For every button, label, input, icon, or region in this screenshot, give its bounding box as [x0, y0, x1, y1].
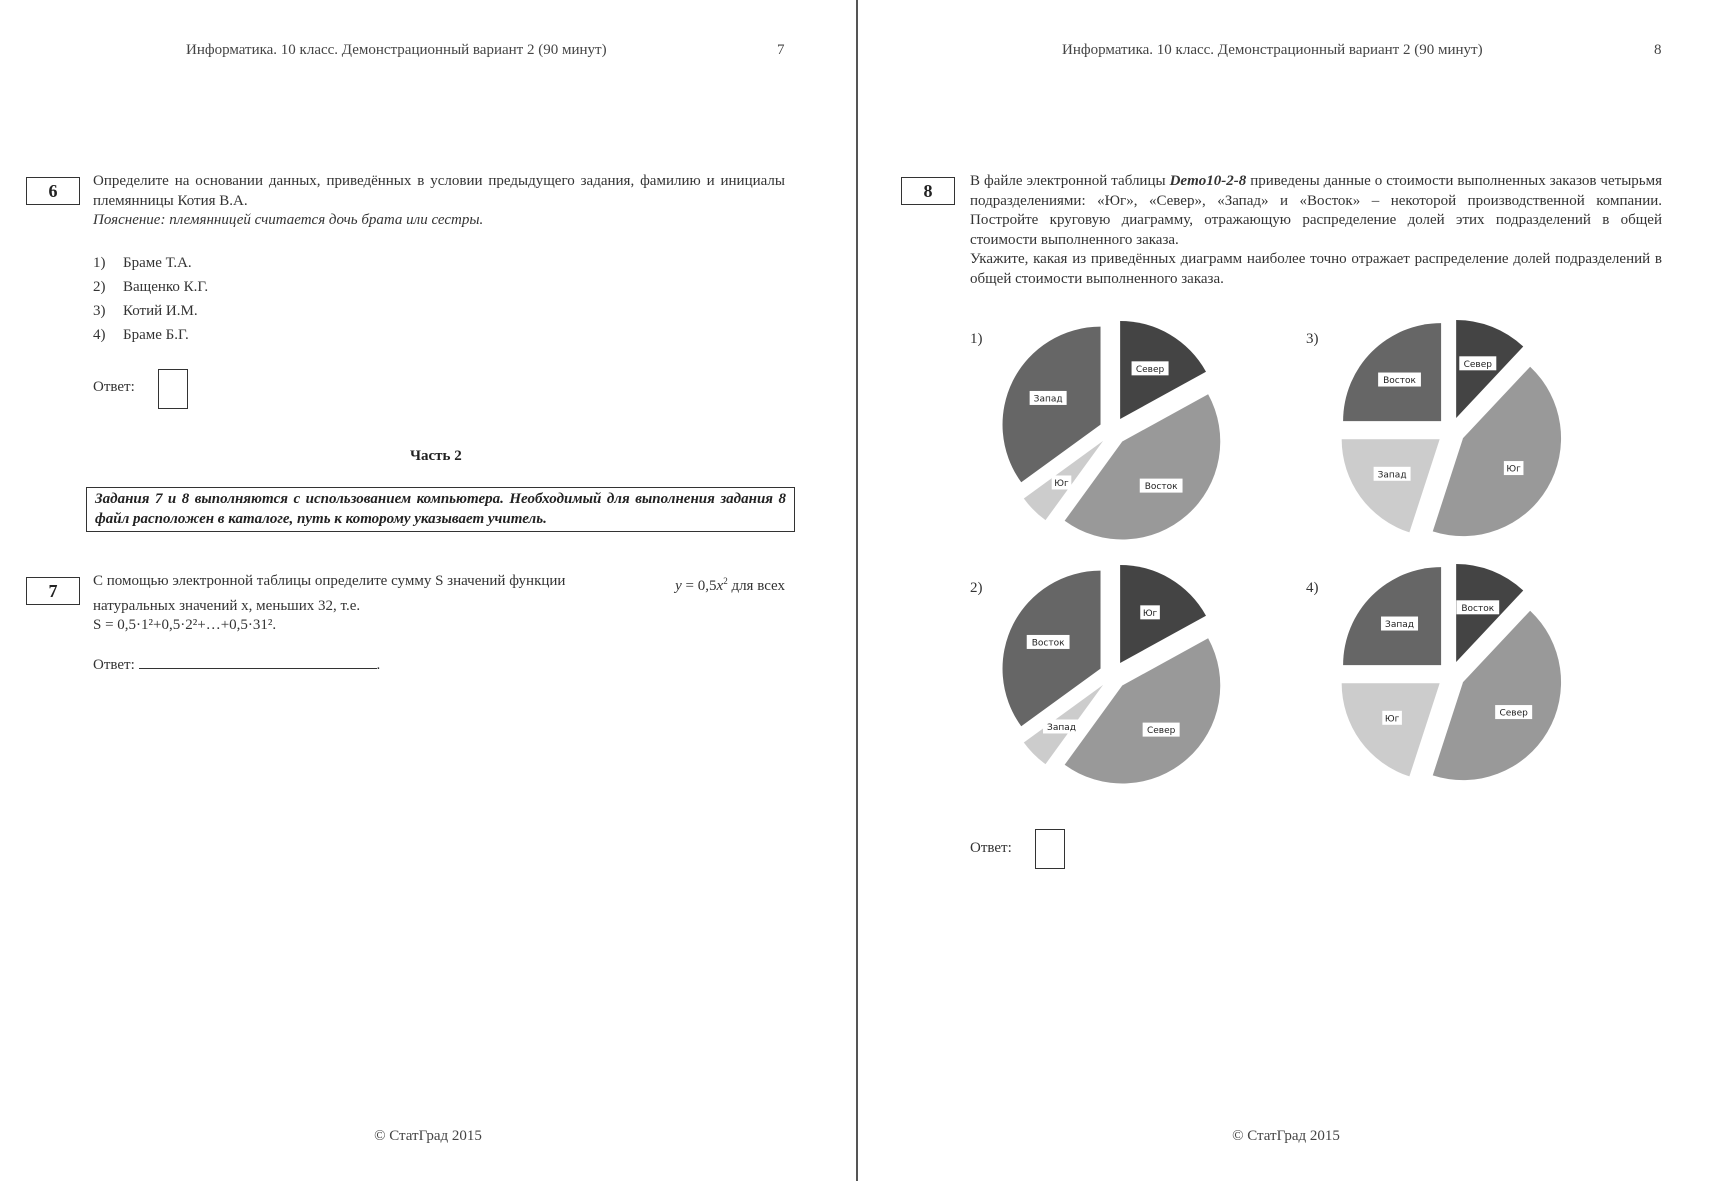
- question-number-6: 6: [26, 177, 80, 205]
- q6-answer-label: Ответ:: [93, 379, 135, 395]
- q8-text: В файле электронной таблицы Demo10-2-8 приведены данные о стоимости выполненных заказов четырьмя подразделениями: «Юг», «Север», «Запад» и «Восток» – некоторой производственной компании. Постройте круговую диаграмму, отражающую распределение долей этих подразделений в общей стоимости выполненного заказа. Укажите, какая из приведённых диаграмм наиболее точно отражает распределение долей подразделений в общей стоимости выполненного заказа.: [970, 173, 1662, 287]
- q8-file-name: Demo10-2-8: [1169, 173, 1247, 189]
- pie-chart-4: [1336, 560, 1566, 790]
- pie-chart-3: [1336, 316, 1566, 546]
- q6-text: Определите на основании данных, приведённых в условии предыдущего задания, фамилию и инициалы племянницы Котия В.А. Пояснение: племянницей считается дочь брата или сестры.: [93, 173, 785, 228]
- pie-slice-label: Запад: [1385, 620, 1414, 631]
- q7-formula: S = 0,5·1²+0,5·2²+…+0,5·31².: [93, 617, 277, 633]
- question-number-8: 8: [901, 177, 955, 205]
- page-number: 8: [1654, 42, 1662, 58]
- page-footer: © СтатГрад 2015: [1232, 1128, 1340, 1144]
- pie-slice-label: Юг: [1506, 464, 1521, 475]
- q6-option-3: 3) Котий И.М.: [93, 303, 198, 319]
- question-number-7: 7: [26, 577, 80, 605]
- pie-slice: [1342, 683, 1440, 776]
- q6-note: Пояснение: племянницей считается дочь брата или сестры.: [93, 212, 484, 228]
- q8-answer-label: Ответ:: [970, 840, 1012, 856]
- q6-answer-box[interactable]: [158, 369, 188, 409]
- pie-slice: [1343, 323, 1441, 421]
- left-page: [0, 0, 856, 1181]
- q6-option-2: 2) Ващенко К.Г.: [93, 279, 209, 295]
- q8-answer-box[interactable]: [1035, 829, 1065, 869]
- pie-slice-label: Восток: [1031, 638, 1065, 649]
- chart-label-2: 2): [970, 580, 983, 596]
- pie-slice: [1342, 439, 1440, 532]
- pie-slice: [1433, 611, 1561, 780]
- pie-slice-label: Север: [1463, 359, 1492, 370]
- q7-answer-row: Ответ: .: [93, 654, 380, 674]
- q7-answer-line[interactable]: [139, 654, 377, 669]
- pie-slice-label: Запад: [1377, 470, 1407, 481]
- pie-slice-label: Юг: [1384, 714, 1400, 725]
- part2-note: Задания 7 и 8 выполняются с использованием компьютера. Необходимый для выполнения задания 8 файл расположен в каталоге, путь к которому указывает учитель.: [86, 487, 795, 532]
- pie-slice-label: Север: [1135, 364, 1165, 375]
- q6-option-1: 1) Браме Т.А.: [93, 255, 192, 271]
- chart-label-1: 1): [970, 331, 983, 347]
- pie-slice: [1433, 367, 1561, 536]
- pie-slice: [1343, 567, 1441, 665]
- right-page: [858, 0, 1714, 1181]
- pie-slice-label: Восток: [1461, 603, 1495, 614]
- q6-option-4: 4) Браме Б.Г.: [93, 327, 189, 343]
- pie-slice-label: Запад: [1047, 722, 1076, 733]
- pie-slice-label: Север: [1146, 726, 1176, 737]
- chart-label-4: 4): [1306, 580, 1319, 596]
- pie-slice-label: Юг: [1054, 478, 1069, 489]
- pie-slice-label: Восток: [1383, 376, 1416, 387]
- pie-chart-2: [998, 560, 1228, 790]
- page-header: Информатика. 10 класс. Демонстрационный вариант 2 (90 минут): [1062, 42, 1483, 58]
- page-footer: © СтатГрад 2015: [374, 1128, 482, 1144]
- page-number: 7: [777, 42, 785, 58]
- q7-text: С помощью электронной таблицы определите сумму S значений функции $y = 0,5x^2$ для всех натуральных значений x, меньших 32, т.е. S = 0,5·1²+0,5·2²+…+0,5·31².: [93, 572, 785, 636]
- part-title: Часть 2: [410, 448, 462, 464]
- pie-slice-label: Восток: [1144, 482, 1178, 493]
- page-header: Информатика. 10 класс. Демонстрационный вариант 2 (90 минут): [186, 42, 607, 58]
- pie-slice-label: Север: [1499, 708, 1528, 719]
- pie-slice-label: Юг: [1142, 608, 1158, 619]
- pie-chart-1: [998, 316, 1228, 546]
- chart-label-3: 3): [1306, 331, 1319, 347]
- pie-slice-label: Запад: [1033, 394, 1063, 405]
